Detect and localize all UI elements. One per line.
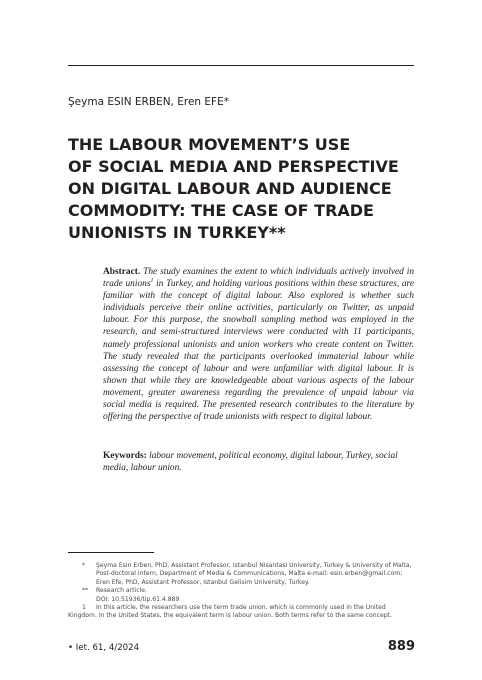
keywords-text: labour movement, political economy, digital labour, Turkey, social media, labour union. — [103, 451, 398, 474]
footnote-text: DOI: 10.51936/tip.61.4.889 — [96, 595, 180, 603]
abstract — [103, 266, 414, 423]
footnote-rule — [68, 552, 154, 553]
top-rule — [68, 65, 414, 66]
footnote — [68, 587, 416, 595]
footnotes — [68, 562, 416, 621]
footnote-ref: 1 — [150, 277, 154, 284]
footnote-text: In this article, the researchers use the term trade union, which is commonly used in the United Kingdom. In the United States, the equivalent term is labour union. Both terms refer to the same concept. — [68, 604, 392, 620]
footnote-marker: * — [82, 562, 86, 569]
keywords-label: Keywords: — [103, 451, 147, 461]
footnote — [68, 604, 416, 621]
title-line: OF SOCIAL MEDIA AND PERSPECTIVE — [68, 157, 399, 176]
page-number: 889 — [387, 639, 415, 654]
abstract-text-a: The study examines the extent to which individuals actively involved in trade unions — [103, 267, 415, 290]
footnote — [68, 562, 416, 587]
title-line: ON DIGITAL LABOUR AND AUDIENCE — [68, 179, 392, 198]
title-line: THE LABOUR MOVEMENT’S USE — [68, 135, 351, 154]
title-line: COMMODITY: THE CASE OF TRADE — [68, 201, 374, 220]
keywords — [103, 450, 414, 474]
footnote-text: Research article. — [96, 587, 147, 595]
authors: Şeyma ESIN ERBEN, Eren EFE* — [68, 96, 229, 108]
footnote-marker: 1 — [82, 604, 86, 612]
title-line: UNIONISTS IN TURKEY** — [68, 223, 286, 242]
article-title — [68, 134, 418, 244]
footnote-marker: ** — [82, 587, 89, 595]
footnote-text: Şeyma Esin Erben, PhD, Assistant Professor, Istanbul Nisantasi University, Turkey & University of Malta, Post-doctoral intern, Department of Media & Communications, Malta e-mail: esin.erben@gmail.com; Eren Efe, PhD, Assistant Professor, Istanbul Gelisim University, Turkey. — [96, 562, 412, 586]
journal-issue: • Iet. 61, 4/2024 — [68, 643, 140, 653]
abstract-text-b: in Turkey, and holding various positions within these structures, are familiar with the concept of digital labour. Also explored is whether such individuals perceive their online activities, particularly on Twitter, as unpaid labour. For this purpose, the snowball sampling method was employed in the research, and semi-structured interviews were conducted with 11 participants, namely professional unionists and union workers who create content on Twitter. The study revealed that the participants overlooked immaterial labour while assessing the concept of labour and were unfamiliar with digital labour. It is shown that while they are knowledgeable about various aspects of the labour movement, greater awareness regarding the prevalence of unpaid labour via social media is required. The presented research contributes to the literature by offering the perspective of trade unionists with respect to digital labour. — [103, 279, 414, 423]
abstract-label: Abstract. — [103, 267, 141, 277]
footnote — [68, 596, 416, 604]
